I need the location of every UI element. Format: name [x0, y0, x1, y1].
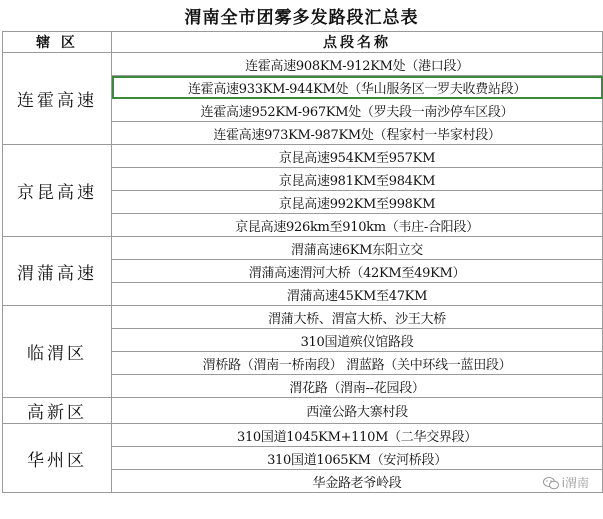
table-row	[3, 424, 603, 447]
header-segments: 点段名称	[112, 32, 603, 53]
watermark	[543, 474, 589, 491]
table-body	[3, 53, 603, 493]
district-cell: 连霍高速	[3, 53, 112, 145]
segment-cell[interactable]: 渭蒲高速45KM至47KM	[112, 283, 603, 306]
segment-cell[interactable]: 连霍高速973KM-987KM处（程家村一毕家村段）	[112, 122, 603, 145]
district-cell: 京昆高速	[3, 145, 112, 237]
segment-cell[interactable]: 京昆高速981KM至984KM	[112, 168, 603, 191]
segment-cell[interactable]: 310国道1065KM（安河桥段）	[112, 447, 603, 470]
table-row	[3, 53, 603, 76]
fog-segments-table	[2, 31, 603, 493]
header-row	[3, 32, 603, 53]
segment-cell[interactable]: 连霍高速952KM-967KM处（罗夫段一南沙停车区段）	[112, 99, 603, 122]
segment-cell[interactable]: 连霍高速908KM-912KM处（港口段）	[112, 53, 603, 76]
segment-cell[interactable]: 渭桥路（渭南一桥南段） 渭蓝路（关中环线一蓝田段）	[112, 352, 603, 375]
wechat-icon	[543, 476, 559, 490]
segment-cell[interactable]: 渭蒲高速6KM东阳立交	[112, 237, 603, 260]
watermark-text: i渭南	[561, 476, 589, 490]
segment-cell[interactable]: 京昆高速926km至910km（韦庄-合阳段）	[112, 214, 603, 237]
table-title: 渭南全市团雾多发路段汇总表	[184, 7, 419, 28]
segment-cell[interactable]: 310国道殡仪馆路段	[112, 329, 603, 352]
segment-cell[interactable]: 渭蒲高速渭河大桥（42KM至49KM）	[112, 260, 603, 283]
district-cell: 渭蒲高速	[3, 237, 112, 306]
segment-cell[interactable]: 渭花路（渭南--花园段）	[112, 375, 603, 398]
segment-cell[interactable]: 华金路老爷岭段	[112, 470, 603, 493]
table-row	[3, 398, 603, 424]
district-cell: 临渭区	[3, 306, 112, 398]
table-row	[3, 306, 603, 329]
selected-segment-cell[interactable]: 连霍高速933KM-944KM处（华山服务区一罗夫收费站段）	[112, 76, 603, 99]
segment-cell[interactable]: 西潼公路大寨村段	[112, 398, 603, 424]
district-cell: 高新区	[3, 398, 112, 424]
segment-cell[interactable]: 京昆高速954KM至957KM	[112, 145, 603, 168]
segment-cell[interactable]: 京昆高速992KM至998KM	[112, 191, 603, 214]
header-district: 辖 区	[3, 32, 112, 53]
table-row	[3, 237, 603, 260]
district-cell: 华州区	[3, 424, 112, 493]
table-row	[3, 145, 603, 168]
segment-cell[interactable]: 渭蒲大桥、渭富大桥、沙王大桥	[112, 306, 603, 329]
segment-cell[interactable]: 310国道1045KM+110M（二华交界段）	[112, 424, 603, 447]
